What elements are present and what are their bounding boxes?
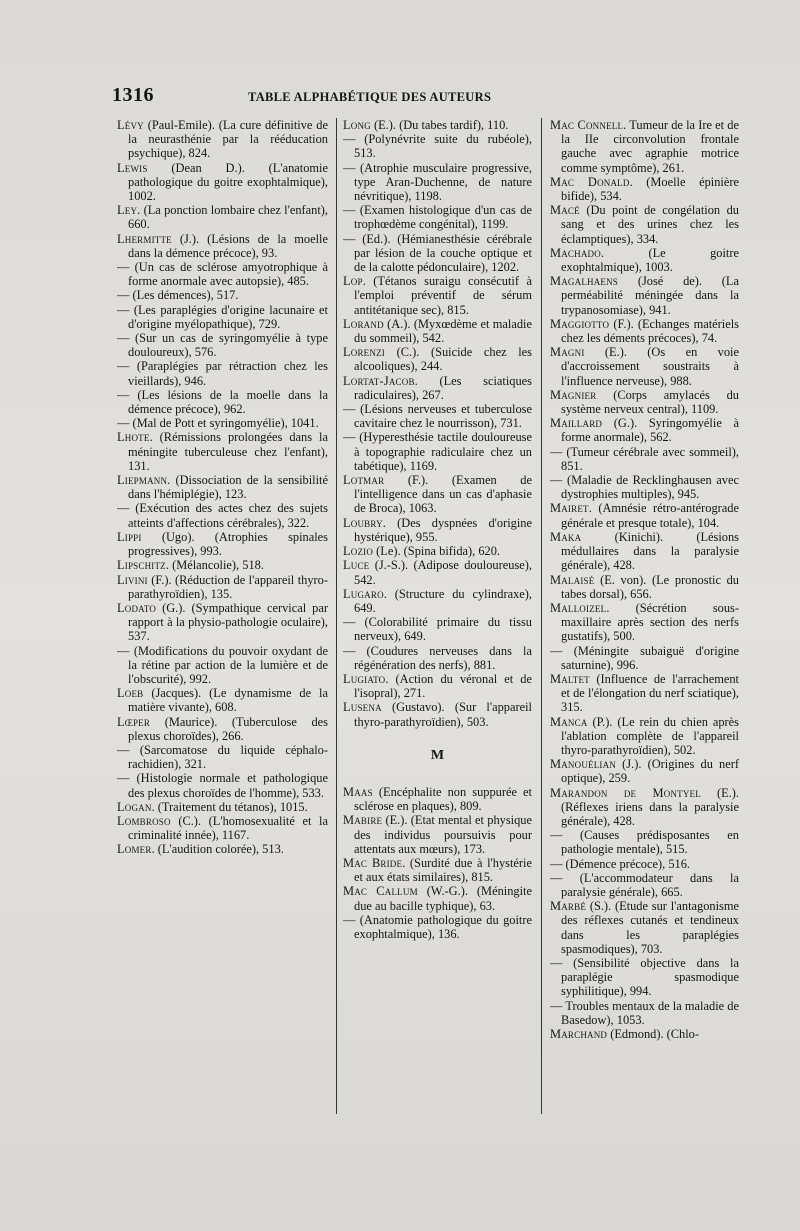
index-entry — [117, 686, 328, 714]
author-name: Lugiato — [343, 671, 386, 686]
index-entry — [550, 118, 739, 175]
entry-text: (W.-G.). (Méningite due au bacille typhique), 63. — [354, 884, 532, 913]
index-entry — [343, 785, 532, 813]
entry-text: — (Sarcomatose du liquide céphalo-rachidien), 321. — [117, 742, 328, 772]
entry-text: . (Le goitre exophtalmique), 1003. — [561, 245, 739, 275]
entry-text: . (Mélancolie), 518. — [165, 558, 264, 573]
index-entry — [117, 473, 328, 501]
index-entry — [117, 558, 328, 572]
index-entry — [550, 203, 739, 246]
index-entry — [117, 715, 328, 743]
index-entry — [343, 884, 532, 912]
index-entry — [550, 956, 739, 999]
author-name: Macé — [550, 203, 580, 218]
entry-text: . (L'audition colorée), 513. — [151, 842, 284, 857]
entry-text: (Paul-Emile). (La cure définitive de la neurasthénie par la rééducation psychique), 824. — [128, 118, 328, 161]
entry-text: — Troubles mentaux de la maladie de Basedow), 1053. — [550, 998, 739, 1027]
author-name: Lugaro — [343, 586, 384, 601]
author-name: Marandon de Montyel — [550, 785, 701, 800]
index-entry — [343, 856, 532, 884]
author-name: Manouélian — [550, 757, 617, 772]
entry-text: (Ugo). (Atrophies spinales progressives), 993. — [128, 529, 328, 559]
index-entry — [343, 700, 532, 728]
entry-text: — (Exécution des actes chez des sujets atteints d'affections cérébrales), 322. — [117, 501, 328, 530]
author-name: Mac Donald — [550, 174, 630, 189]
entry-text: — (Sur un cas de syringomyélie à type douloureux), 576. — [117, 331, 328, 360]
index-entry — [117, 260, 328, 288]
index-entry — [550, 345, 739, 388]
index-entry — [117, 601, 328, 644]
column-rule — [336, 118, 337, 1114]
index-entry — [550, 871, 739, 899]
index-entry — [343, 232, 532, 275]
author-name: Maka — [550, 529, 582, 544]
entry-text: (A.). (Myxœdème et maladie du sommeil), 542. — [354, 316, 532, 346]
entry-text: . (Des dyspnées d'origine hystérique), 955. — [354, 515, 532, 544]
entry-text: (E. von). (Le pronostic du tabes dorsal), 656. — [561, 572, 739, 601]
index-entry — [343, 118, 532, 132]
entry-text: (Dean D.). (L'anatomie pathologique du goitre exophtalmique), 1002. — [128, 160, 328, 204]
index-entry — [550, 501, 739, 529]
author-name: Lewis — [117, 160, 148, 175]
author-name: Lotmar — [343, 473, 385, 488]
entry-text: (C.). (Suicide chez les alcooliques), 244. — [354, 345, 532, 374]
entry-text: (E.). (Etat mental et physique des individus poursuivis pour attentats aux mœurs), 173. — [354, 813, 532, 856]
author-name: Lozio — [343, 544, 374, 559]
entry-text: (F.). (Echanges matériels chez les déments précoces), 74. — [561, 316, 739, 346]
index-entry — [343, 615, 532, 643]
index-entry — [117, 232, 328, 260]
entry-text: . (Les sciatiques radiculaires), 267. — [354, 373, 532, 402]
index-entry — [550, 828, 739, 856]
author-name: Manca — [550, 714, 588, 729]
page-header — [112, 84, 672, 106]
author-name: Mairet — [550, 501, 589, 516]
index-entry — [117, 359, 328, 387]
index-entry — [117, 331, 328, 359]
author-name: Marchand — [550, 1027, 608, 1041]
index-entry — [343, 345, 532, 373]
author-name: Lomer — [117, 842, 152, 857]
author-name: Lorand — [343, 316, 384, 331]
author-name: Logan — [117, 799, 152, 814]
index-entry — [343, 430, 532, 473]
index-entry — [117, 800, 328, 814]
index-entry — [550, 757, 739, 785]
author-name: Marbé — [550, 899, 587, 914]
index-entry — [117, 501, 328, 529]
entry-text: (F.). (Examen de l'intelligence dans un cas d'aphasie de Broca), 1063. — [354, 473, 532, 516]
running-title: TABLE ALPHABÉTIQUE DES AUTEURS — [248, 90, 492, 104]
index-entry — [550, 786, 739, 829]
author-name: Ley — [117, 203, 138, 218]
index-entry — [550, 899, 739, 956]
index-entry — [550, 672, 739, 715]
entry-text: (Influence de l'arrachement et de l'élongation du nerf sciatique), 315. — [561, 671, 739, 715]
author-name: Maggiotto — [550, 316, 610, 331]
entry-text: — (Les lésions de la moelle dans la démence précoce), 962. — [117, 387, 328, 417]
entry-text: (Edmond). (Chlo- — [607, 1027, 700, 1041]
index-entry — [550, 388, 739, 416]
entry-text: (E.). (Os en voie d'accroissement soustraits à l'influence nerveuse), 988. — [561, 345, 739, 388]
author-name: Lippi — [117, 529, 142, 544]
entry-text: (Gustavo). (Sur l'appareil thyro-parathyroïdien), 503. — [354, 700, 532, 729]
index-entry — [117, 161, 328, 204]
entry-text: — (Paraplégies par rétraction chez les vieillards), 946. — [117, 359, 328, 388]
index-entry — [343, 132, 532, 160]
author-name: Maas — [343, 784, 373, 799]
author-name: Loeb — [117, 686, 144, 701]
index-entry — [343, 544, 532, 558]
entry-text: (Kinichi). (Lésions médullaires dans la paralysie générale), 428. — [561, 529, 739, 573]
index-entry — [550, 473, 739, 501]
index-entry — [343, 813, 532, 856]
entry-text: . (Dissociation de la sensibilité dans l'hémiplégie), 123. — [128, 473, 328, 502]
section-letter-heading: M — [430, 747, 445, 763]
entry-text: — (Tumeur cérébrale avec sommeil), 851. — [550, 444, 739, 473]
entry-text: — (Sensibilité objective dans la paraplégie spasmodique syphilitique), 994. — [550, 955, 739, 999]
entry-text: — (Atrophie musculaire progressive, type Aran-Duchenne, de nature névritique), 1198. — [343, 160, 532, 204]
index-entry — [117, 203, 328, 231]
entry-text: — (Causes prédisposantes en pathologie mentale), 515. — [550, 828, 739, 857]
entry-text: (Du point de congélation du sang et des urines chez les éclamptiques), 334. — [561, 203, 739, 246]
author-name: Maltet — [550, 671, 590, 686]
author-name: Mac Connell — [550, 118, 624, 132]
author-name: Lévy — [117, 118, 144, 132]
entry-text: — (Maladie de Recklinghausen avec dystrophies multiples), 945. — [550, 473, 739, 502]
entry-text: — (Ed.). (Hémianesthésie cérébrale par lésion de la couche optique et de la calotte pédonculaire), 1202. — [343, 231, 532, 275]
entry-text: — (Histologie normale et pathologique des plexus choroïdes de l'homme), 533. — [117, 771, 328, 800]
entry-text: . (Moelle épinière bifide), 534. — [561, 174, 739, 204]
entry-text: (F.). (Réduction de l'appareil thyro-parathyroïdien), 135. — [128, 572, 328, 601]
index-entry — [550, 246, 739, 274]
author-name: Malaisé — [550, 572, 595, 587]
entry-text: — (Polynévrite suite du rubéole), 513. — [343, 132, 532, 161]
entry-text: . (Surdité due à l'hystérie et aux états similaires), 815. — [354, 855, 532, 885]
index-entry — [343, 672, 532, 700]
author-name: Magalhaens — [550, 274, 619, 289]
column-rule — [541, 118, 542, 1114]
author-name: Loubry — [343, 515, 383, 530]
entry-text: (Encéphalite non suppurée et sclérose en plaques), 809. — [354, 784, 532, 814]
author-name: Lhermitte — [117, 231, 172, 246]
index-entry — [343, 274, 532, 317]
index-entry — [117, 814, 328, 842]
author-name: Machado — [550, 245, 601, 260]
index-column-2 — [343, 118, 532, 1118]
index-entry — [117, 416, 328, 430]
index-entry — [550, 644, 739, 672]
index-entry — [550, 601, 739, 644]
index-entry — [343, 402, 532, 430]
entry-text: (C.). (L'homosexualité et la criminalité innée), 1167. — [128, 813, 328, 843]
index-entry — [550, 715, 739, 758]
author-name: Luce — [343, 558, 370, 573]
index-entry — [343, 161, 532, 204]
index-entry — [343, 587, 532, 615]
index-entry — [550, 416, 739, 444]
entry-text: — (Les démences), 517. — [117, 288, 239, 303]
entry-text: (J.). (Origines du nerf optique), 259. — [561, 757, 739, 786]
index-entry — [343, 913, 532, 941]
index-entry — [117, 388, 328, 416]
author-name: Long — [343, 118, 371, 132]
entry-text: — (Anatomie pathologique du goitre exophtalmique), 136. — [343, 912, 532, 941]
author-name: Lipschitz — [117, 558, 166, 573]
author-name: Mac Bride — [343, 855, 403, 870]
entry-text: — (Modifications du pouvoir oxydant de la rétine par action de la lumière et de l'obscurité), 992. — [117, 643, 328, 686]
index-entry — [550, 857, 739, 871]
index-entry — [550, 999, 739, 1027]
entry-text: . (Amnésie rétro-antérograde générale et presque totale), 104. — [561, 501, 739, 530]
index-entry — [550, 573, 739, 601]
entry-text: (Le). (Spina bifida), 620. — [373, 544, 501, 559]
entry-text: (G.). Syringomyélie à forme anormale), 562. — [561, 416, 739, 445]
index-entry — [343, 374, 532, 402]
index-entry — [343, 203, 532, 231]
entry-text: — (Coudures nerveuses dans la régénération des nerfs), 881. — [343, 643, 532, 672]
entry-text: (J.). (Lésions de la moelle dans la démence précoce), 93. — [128, 231, 328, 260]
index-entry — [117, 430, 328, 473]
author-name: Malloizel — [550, 600, 607, 615]
page-number: 1316 — [112, 84, 154, 106]
entry-text: . (Tétanos suraigu consécutif à l'emploi préventif de sérum antitétanique sec), 815. — [354, 274, 532, 317]
index-entry — [117, 288, 328, 302]
index-entry — [550, 530, 739, 573]
author-name: Mac Callum — [343, 884, 418, 899]
entry-text: — (Les paraplégies d'origine lacunaire et d'origine myélopathique), 729. — [117, 302, 328, 331]
entry-text: (S.). (Etude sur l'antagonisme des réflexes cutanés et tendineux dans les paraplégies spasmodiques), 703. — [561, 899, 739, 956]
author-name: Liepmann — [117, 473, 168, 488]
index-entry — [343, 558, 532, 586]
index-entry — [343, 473, 532, 516]
entry-text: — (L'accommodateur dans la paralysie générale), 665. — [550, 870, 739, 899]
entry-text: — (Démence précoce), 516. — [550, 856, 691, 871]
index-column-3 — [550, 118, 739, 1118]
entry-text: (Corps amylacés du système nerveux central), 1109. — [561, 387, 739, 417]
index-entry — [117, 118, 328, 161]
author-name: Maillard — [550, 416, 603, 431]
author-name: Lhote — [117, 430, 150, 445]
index-entry — [550, 1027, 739, 1041]
index-entry — [117, 842, 328, 856]
entry-text: — (Méningite subaiguë d'origine saturnine), 996. — [550, 643, 739, 672]
index-column-1 — [117, 118, 328, 1118]
author-name: Livini — [117, 572, 148, 587]
entry-text: — (Examen histologique d'un cas de trophœdème congénital), 1199. — [343, 203, 532, 232]
entry-text: . (Rémissions prolongées dans la méningite tuberculeuse chez l'enfant), 131. — [128, 430, 328, 473]
entry-text: (E.). (Réflexes iriens dans la paralysie générale), 428. — [561, 785, 739, 828]
index-entry — [117, 771, 328, 799]
entry-text: . (Traitement du tétanos), 1015. — [151, 799, 308, 814]
entry-text: — (Colorabilité primaire du tissu nerveux), 649. — [343, 615, 532, 644]
entry-text: (G.). (Sympathique cervical par rapport à la physio-pathologie oculaire), 537. — [128, 600, 328, 644]
entry-text: (Jacques). (Le dynamisme de la matière vivante), 608. — [128, 686, 328, 715]
author-name: Magni — [550, 345, 585, 360]
author-name: Lodato — [117, 600, 157, 615]
entry-text: (José de). (La perméabilité méningée dans la trypanosomiase), 941. — [561, 274, 739, 317]
author-name: Magnier — [550, 387, 597, 402]
entry-text: — (Hyperesthésie tactile douloureuse à topographie radiculaire chez un tabétique), 1169. — [343, 430, 532, 473]
entry-text: . (Structure du cylindraxe), 649. — [354, 586, 532, 615]
author-name: Lop — [343, 274, 363, 289]
author-name: Mabire — [343, 813, 383, 828]
entry-text: (P.). (Le rein du chien après l'ablation complète de l'appareil thyro-parathyroïdien), 502. — [561, 714, 739, 757]
index-entry — [343, 516, 532, 544]
index-entry — [343, 644, 532, 672]
author-name: Lortat-Jacob — [343, 373, 415, 388]
entry-text: — (Lésions nerveuses et tuberculose cavitaire chez le nourrisson), 731. — [343, 402, 532, 431]
index-entry — [343, 317, 532, 345]
index-entry — [550, 274, 739, 317]
entry-text: . Tumeur de la Ire et de la IIe circonvolution frontale gauche avec agraphie motrice comme symptôme), 261. — [561, 118, 739, 175]
index-entry — [550, 445, 739, 473]
entry-text: — (Un cas de sclérose amyotrophique à forme anormale avec autopsie), 485. — [117, 260, 328, 289]
entry-text: . (La ponction lombaire chez l'enfant), 660. — [128, 203, 328, 232]
index-entry — [550, 175, 739, 203]
author-name: Lombroso — [117, 813, 171, 828]
entry-text: (Maurice). (Tuberculose des plexus choroïdes), 266. — [128, 714, 328, 743]
author-name: Lœper — [117, 714, 151, 729]
index-entry — [550, 317, 739, 345]
index-entry — [117, 573, 328, 601]
index-entry — [117, 644, 328, 687]
entry-text: (E.). (Du tabes tardif), 110. — [370, 118, 509, 132]
entry-text: — (Mal de Pott et syringomyélie), 1041. — [117, 416, 319, 431]
author-name: Lusena — [343, 700, 382, 715]
index-entry — [117, 530, 328, 558]
entry-text: (J.-S.). (Adipose douloureuse), 542. — [354, 558, 532, 587]
entry-text: . (Sécrétion sous-maxillaire après section des nerfs gustatifs), 500. — [561, 600, 739, 644]
author-name: Lorenzi — [343, 345, 385, 360]
entry-text: . (Action du véronal et de l'isopral), 271. — [354, 671, 532, 701]
index-entry — [117, 303, 328, 331]
index-entry — [117, 743, 328, 771]
